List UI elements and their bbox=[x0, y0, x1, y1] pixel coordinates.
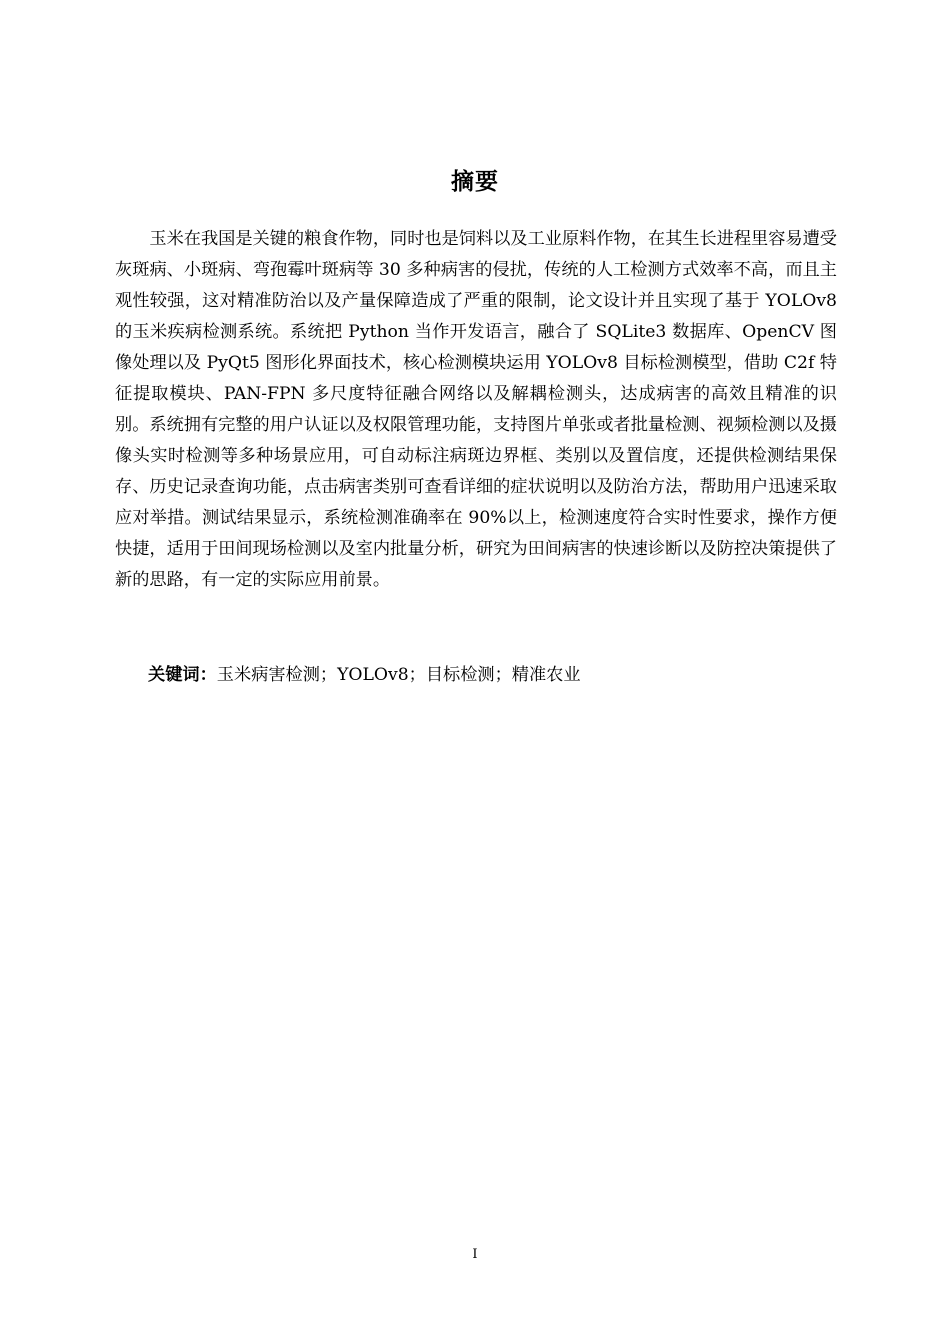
abstract-title: 摘要 bbox=[451, 169, 499, 195]
keywords-label: 关键词： bbox=[148, 665, 217, 685]
abstract-body: 玉米在我国是关键的粮食作物，同时也是饲料以及工业原料作物，在其生长进程里容易遭受灰斑病、小斑病、弯孢霉叶斑病等 30 多种病害的侵扰，传统的人工检测方式效率不高，而且主观性较强，这对精准防治以及产量保障造成了严重的限制，论文设计并且实现了基于 YOLOv8 的玉米疾病检测系统。系统把 Python 当作开发语言，融合了 SQLite3 数据库、OpenCV 图像处理以及 PyQt5 图形化界面技术，核心检测模块运用 YOLOv8 目标检测模型，借助 C2f 特征提取模块、PAN-FPN 多尺度特征融合网络以及解耦检测头，达成病害的高效且精准的识别。系统拥有完整的用户认证以及权限管理功能，支持图片单张或者批量检测、视频检测以及摄像头实时检测等多种场景应用，可自动标注病斑边界框、类别以及置信度，还提供检测结果保存、历史记录查询功能，点击病害类别可查看详细的症状说明以及防治方法，帮助用户迅速采取应对举措。测试结果显示，系统检测准确率在 90%以上，检测速度符合实时性要求，操作方便快捷，适用于田间现场检测以及室内批量分析，研究为田间病害的快速诊断以及防控决策提供了新的思路，有一定的实际应用前景。 bbox=[115, 229, 837, 590]
keywords-line bbox=[148, 660, 838, 691]
page-number: I bbox=[472, 1247, 478, 1262]
keywords-text: 玉米病害检测；YOLOv8；目标检测；精准农业 bbox=[216, 665, 581, 685]
